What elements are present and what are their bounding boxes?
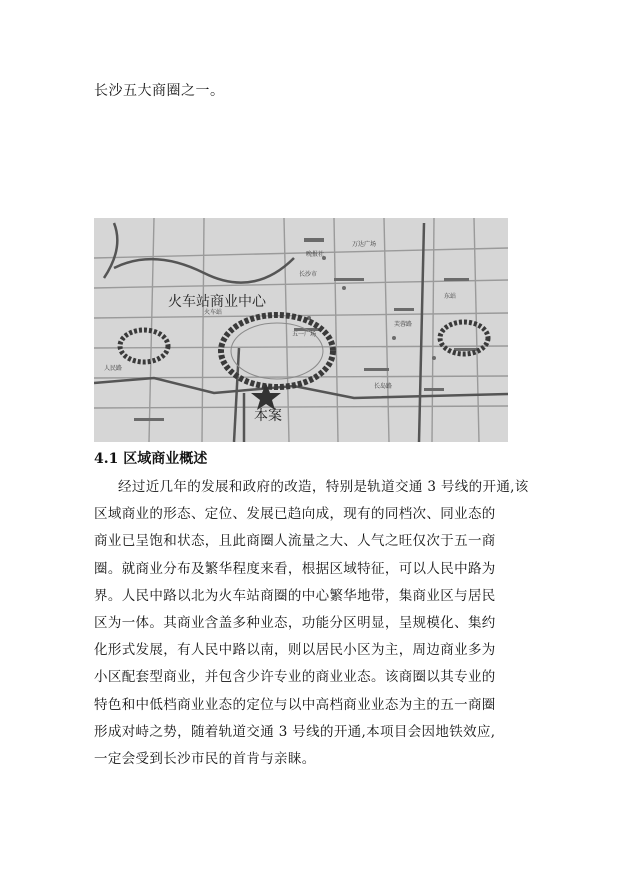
section-body [94, 474, 554, 773]
body-line: 商业已呈饱和状态，且此商圈人流量之大、人气之旺仅次于五一商 [94, 533, 496, 550]
map-small-label: 人民路 [104, 365, 123, 372]
body-line: 圈。就商业分布及繁华程度来看，根据区域特征，可以人民中路为 [94, 560, 496, 577]
map-small-label: 长沙市 [299, 271, 318, 278]
map-small-label: 晚报社 [306, 251, 325, 258]
body-line: 区域商业的形态、定位、发展已趋向成，现有的同档次、同业态的 [94, 506, 496, 523]
body-line: 化形式发展，有人民中路以南，则以居民小区为主，周边商业多为 [94, 642, 496, 659]
map-label-project: 本案 [254, 408, 282, 424]
body-line: 形成对峙之势，随着轨道交通 3 号线的开通,本项目会因地铁效应, [94, 723, 496, 740]
body-line: 小区配套型商业，并包含少许专业的商业业态。该商圈以其专业的 [94, 669, 496, 686]
map-small-label: 长岛路 [374, 383, 393, 390]
map-small-label: 万达广场 [352, 241, 377, 248]
body-line: 区为一体。其商业含盖多种业态，功能分区明显，呈规模化、集约 [94, 614, 496, 631]
map-small-label: 芙蓉路 [394, 321, 413, 328]
intro-text: 长沙五大商圈之一。 [94, 83, 225, 99]
map-small-label: 火车站 [204, 309, 223, 316]
body-line: 特色和中低档商业业态的定位与以中高档商业业态为主的五一商圈 [94, 696, 496, 713]
map-small-label: 东站 [444, 293, 457, 300]
body-line: 界。人民中路以北为火车站商圈的中心繁华地带，集商业区与居民 [94, 587, 496, 604]
body-line: 经过近几年的发展和政府的改造，特别是轨道交通 3 号线的开通,该 [118, 479, 529, 495]
section-heading: 4.1 区域商业概述 [94, 451, 208, 467]
map-small-label: 五一广场 [292, 331, 317, 338]
commercial-district-map [94, 218, 508, 442]
body-line: 一定会受到长沙市民的首肯与亲睐。 [94, 750, 316, 767]
map-label-center: 火车站商业中心 [168, 294, 266, 310]
